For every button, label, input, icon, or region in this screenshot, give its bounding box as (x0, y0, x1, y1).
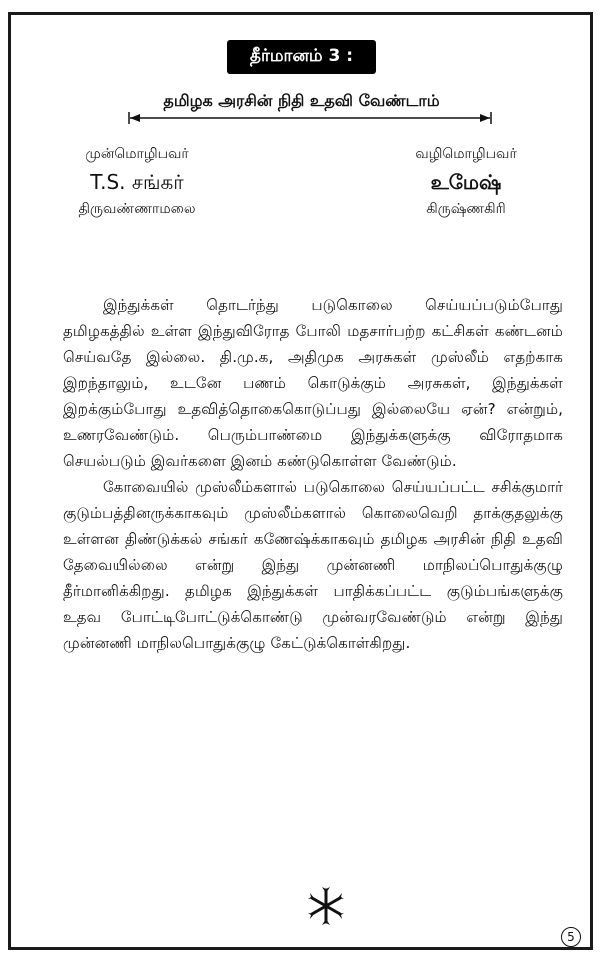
resolution-body (63, 292, 563, 656)
body-paragraph: கோவையில் முஸ்லீம்களால் படுகொலை செய்யப்பட்ட சசிக்குமார் குடும்பத்தினருக்காகவும் முஸ்லீம்களால் கொலைவெறி தாக்குதலுக்கு உள்ளன திண்டுக்கல் சங்கர் கணேஷ்க்காகவும் தமிழக அரசின் நிதி உதவி தேவையில்லை என்று இந்து முன்னணி மாநிலப்பொதுக்குழு தீர்மானிக்கிறது. தமிழக இந்துக்கள் பாதிக்கப்பட்ட குடும்பங்களுக்கு உதவ போட்டிபோட்டுக்கொண்டு முன்வரவேண்டும் என்று இந்து முன்னணி மாநிலபொதுக்குழு கேட்டுக்கொள்கிறது. (63, 478, 563, 652)
proposer-role: முன்மொழிபவர் (85, 146, 189, 162)
seconder-name: உமேஷ் (430, 170, 502, 194)
resolution-title: தீர்மானம் 3 : (227, 40, 376, 74)
page-number: 5 (561, 927, 581, 947)
resolution-subtitle: தமிழக அரசின் நிதி உதவி வேண்டாம் (163, 91, 440, 110)
seconder-role: வழிமொழிபவர் (415, 146, 517, 162)
seconder-block (356, 146, 576, 220)
double-arrow-divider (128, 112, 492, 124)
snowflake-ornament-icon (306, 886, 346, 926)
body-paragraph: இந்துக்கள் தொடர்ந்து படுகொலை செய்யப்படும்போது தமிழகத்தில் உள்ள இந்துவிரோத போலி மதசார்பற்ற கட்சிகள் கண்டனம் செய்வதே இல்லை. தி.மு.க, அதிமுக அரசுகள் முஸ்லீம் எதற்காக இறந்தாலும், உடனே பணம் கொடுக்கும் அரசுகள், இந்துக்கள் இறக்கும்போது உதவித்தொகைகொடுப்பது இல்லையே ஏன்? என்றும், உணரவேண்டும். பெரும்பாண்மை இந்துக்களுக்கு விரோதமாக செயல்படும் இவர்களை இனம் கண்டுகொள்ள வேண்டும். (63, 296, 563, 470)
proposer-name: T.S. சங்கர் (90, 170, 184, 194)
seconder-place: கிருஷ்ணகிரி (426, 201, 506, 217)
proposer-place: திருவண்ணாமலை (78, 201, 196, 217)
proposer-block (27, 146, 247, 220)
